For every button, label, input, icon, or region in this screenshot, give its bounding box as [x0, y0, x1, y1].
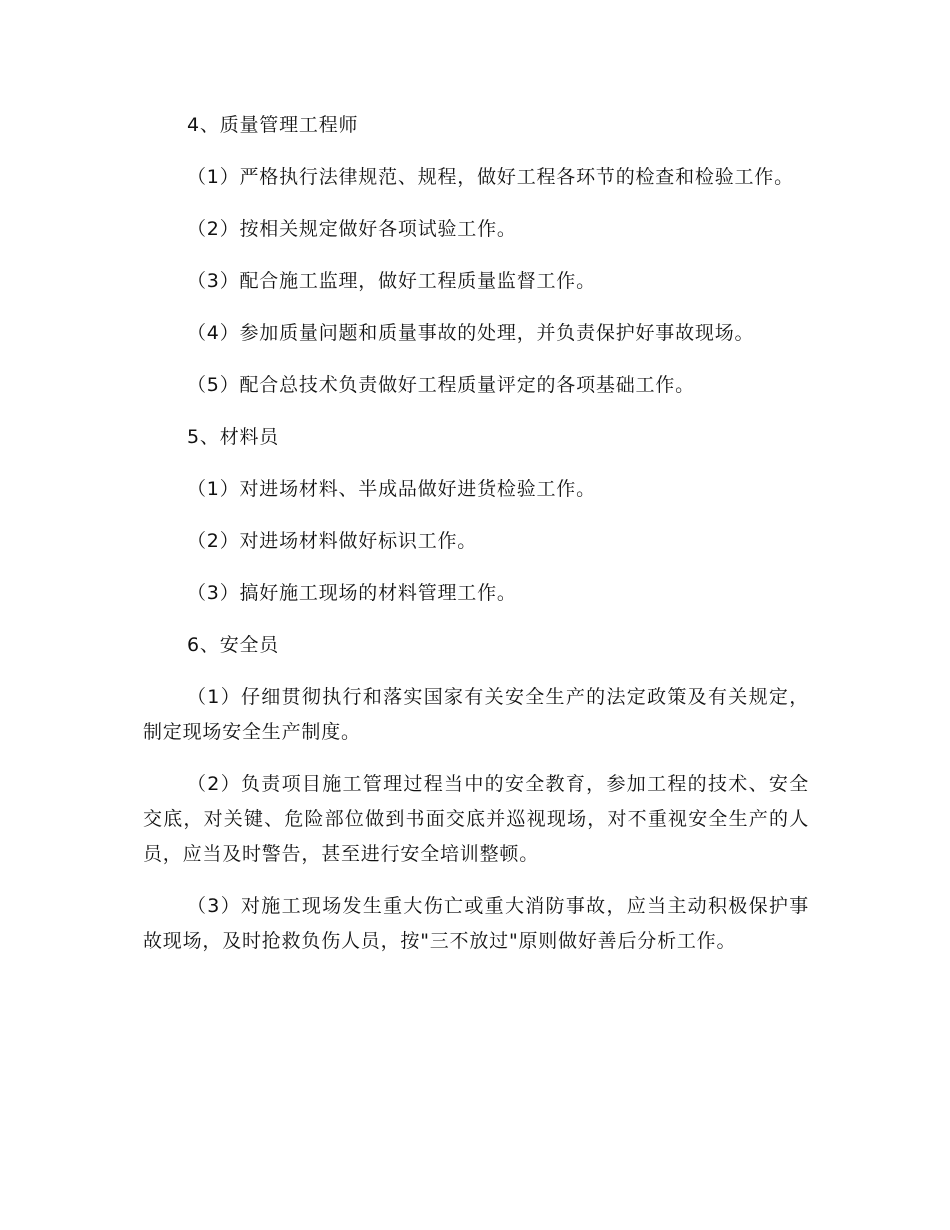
quality-engineer-item-2: （2）按相关规定做好各项试验工作。	[187, 218, 517, 240]
safety-officer-item-3: （3）对施工现场发生重大伤亡或重大消防事故，应当主动积极保护事故现场，及时抢救负伤人员，按"三不放过"原则做好善后分析工作。	[143, 895, 809, 952]
quality-engineer-item-4: （4）参加质量问题和质量事故的处理，并负责保护好事故现场。	[187, 322, 755, 344]
quality-engineer-item-5: （5）配合总技术负责做好工程质量评定的各项基础工作。	[187, 374, 695, 396]
document-page	[143, 108, 809, 976]
safety-officer-item-1: （1）仔细贯彻执行和落实国家有关安全生产的法定政策及有关规定，制定现场安全生产制度。	[143, 686, 809, 743]
materials-officer-item-2: （2）对进场材料做好标识工作。	[187, 530, 478, 552]
quality-engineer-item-1: （1）严格执行法律规范、规程，做好工程各环节的检查和检验工作。	[187, 166, 794, 188]
quality-engineer-item-3: （3）配合施工监理，做好工程质量监督工作。	[187, 270, 596, 292]
materials-officer-item-3: （3）搞好施工现场的材料管理工作。	[187, 582, 517, 604]
section-heading-quality-engineer: 4、质量管理工程师	[187, 114, 359, 136]
section-heading-safety-officer: 6、安全员	[187, 634, 280, 656]
section-heading-materials-officer: 5、材料员	[187, 426, 280, 448]
safety-officer-item-2: （2）负责项目施工管理过程当中的安全教育，参加工程的技术、安全交底，对关键、危险部位做到书面交底并巡视现场，对不重视安全生产的人员，应当及时警告，甚至进行安全培训整顿。	[143, 773, 809, 865]
materials-officer-item-1: （1）对进场材料、半成品做好进货检验工作。	[187, 478, 596, 500]
